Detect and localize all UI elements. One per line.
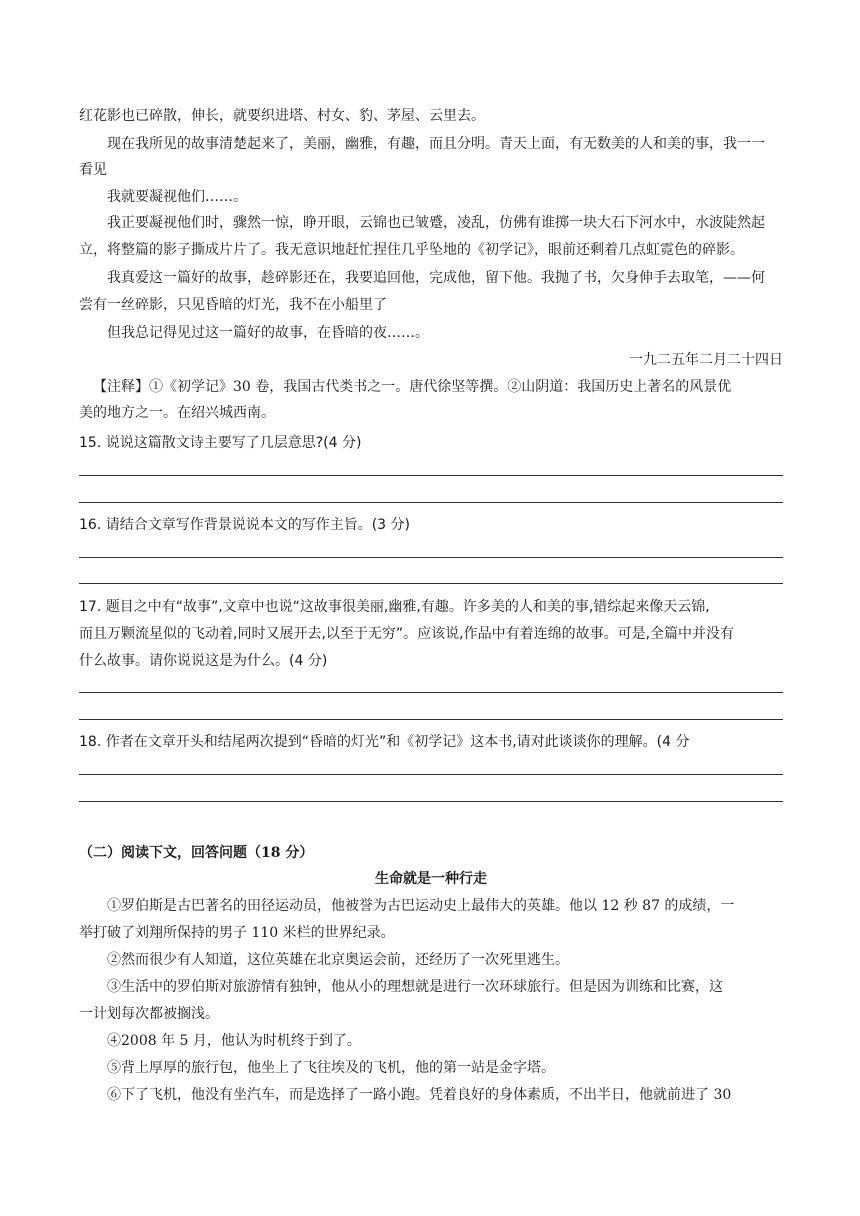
passage-line: 但我总记得见过这一篇好的故事，在昏暗的夜……。 (107, 325, 429, 341)
answer-line[interactable] (79, 692, 783, 693)
article-line: ②然而很少有人知道，这位英雄在北京奥运会前，还经历了一次死里逃生。 (107, 952, 569, 968)
passage-date: 一九二五年二月二十四日 (629, 352, 783, 368)
question-15: 15. 说说这篇散文诗主要写了几层意思?(4 分) (79, 435, 362, 451)
answer-line[interactable] (79, 774, 783, 775)
question-18: 18. 作者在文章开头和结尾两次提到“昏暗的灯光”和《初学记》这本书,请对此谈谈你的理解。(4 分 (79, 734, 690, 750)
article-title: 生命就是一种行走 (375, 871, 487, 887)
article-line: ⑤背上厚厚的旅行包，他坐上了飞往埃及的飞机，他的第一站是金字塔。 (107, 1060, 555, 1076)
question-17: 什么故事。请你说说这是为什么。(4 分) (79, 653, 328, 669)
article-line: 举打破了刘翔所保持的男子 110 米栏的世界纪录。 (79, 925, 395, 941)
question-16: 16. 请结合文章写作背景说说本文的写作主旨。(3 分) (79, 517, 410, 533)
article-line: ⑥下了飞机，他没有坐汽车，而是选择了一路小跑。凭着良好的身体素质，不出半日，他就前进了 30 (107, 1087, 732, 1103)
answer-line[interactable] (79, 801, 783, 802)
passage-line: 看见 (79, 162, 107, 178)
article-line: ④2008 年 5 月，他认为时机终于到了。 (107, 1033, 361, 1049)
passage-line: 尝有一丝碎影，只见昏暗的灯光，我不在小船里了 (79, 297, 387, 313)
answer-line[interactable] (79, 719, 783, 720)
passage-line: 我就要凝视他们……。 (107, 189, 247, 205)
question-17: 而且万颗流星似的飞动着,同时又展开去,以至于无穷”。应该说,作品中有着连绵的故事。可是,全篇中并没有 (79, 626, 735, 642)
answer-line[interactable] (79, 502, 783, 503)
answer-line[interactable] (79, 583, 783, 584)
passage-line: 红花影也已碎散，伸长，就要织进塔、村女、豹、茅屋、云里去。 (79, 108, 485, 124)
section-heading: （二）阅读下文，回答问题（18 分） (79, 845, 314, 861)
answer-line[interactable] (79, 557, 783, 558)
passage-line: 我正要凝视他们时，骤然一惊，睁开眼，云锦也已皱蹙，凌乱，仿佛有谁掷一块大石下河水中，水波陡然起 (107, 215, 765, 231)
passage-note: 美的地方之一。在绍兴城西南。 (79, 405, 275, 421)
passage-line: 立，将整篇的影子撕成片片了。我无意识地赶忙捏住几乎坠地的《初学记》，眼前还剩着几点虹霓色的碎影。 (79, 242, 744, 258)
question-17: 17. 题目之中有“故事”,文章中也说“这故事很美丽,幽雅,有趣。许多美的人和美的事,错综起来像天云锦, (79, 599, 710, 615)
article-line: 一计划每次都被搁浅。 (79, 1006, 219, 1022)
answer-line[interactable] (79, 475, 783, 476)
article-line: ①罗伯斯是古巴著名的田径运动员，他被誉为古巴运动史上最伟大的英雄。他以 12 秒 87 的成绩，一 (107, 898, 735, 914)
passage-line: 我真爱这一篇好的故事，趁碎影还在，我要追回他，完成他，留下他。我抛了书，欠身伸手去取笔，——何 (107, 270, 765, 286)
passage-line: 现在我所见的故事清楚起来了，美丽，幽雅，有趣，而且分明。青天上面，有无数美的人和美的事，我一一 (107, 136, 765, 152)
passage-note: 【注释】①《初学记》30 卷，我国古代类书之一。唐代徐坚等撰。②山阴道：我国历史上著名的风景优 (93, 379, 732, 395)
article-line: ③生活中的罗伯斯对旅游情有独钟，他从小的理想就是进行一次环球旅行。但是因为训练和比赛，这 (107, 979, 723, 995)
